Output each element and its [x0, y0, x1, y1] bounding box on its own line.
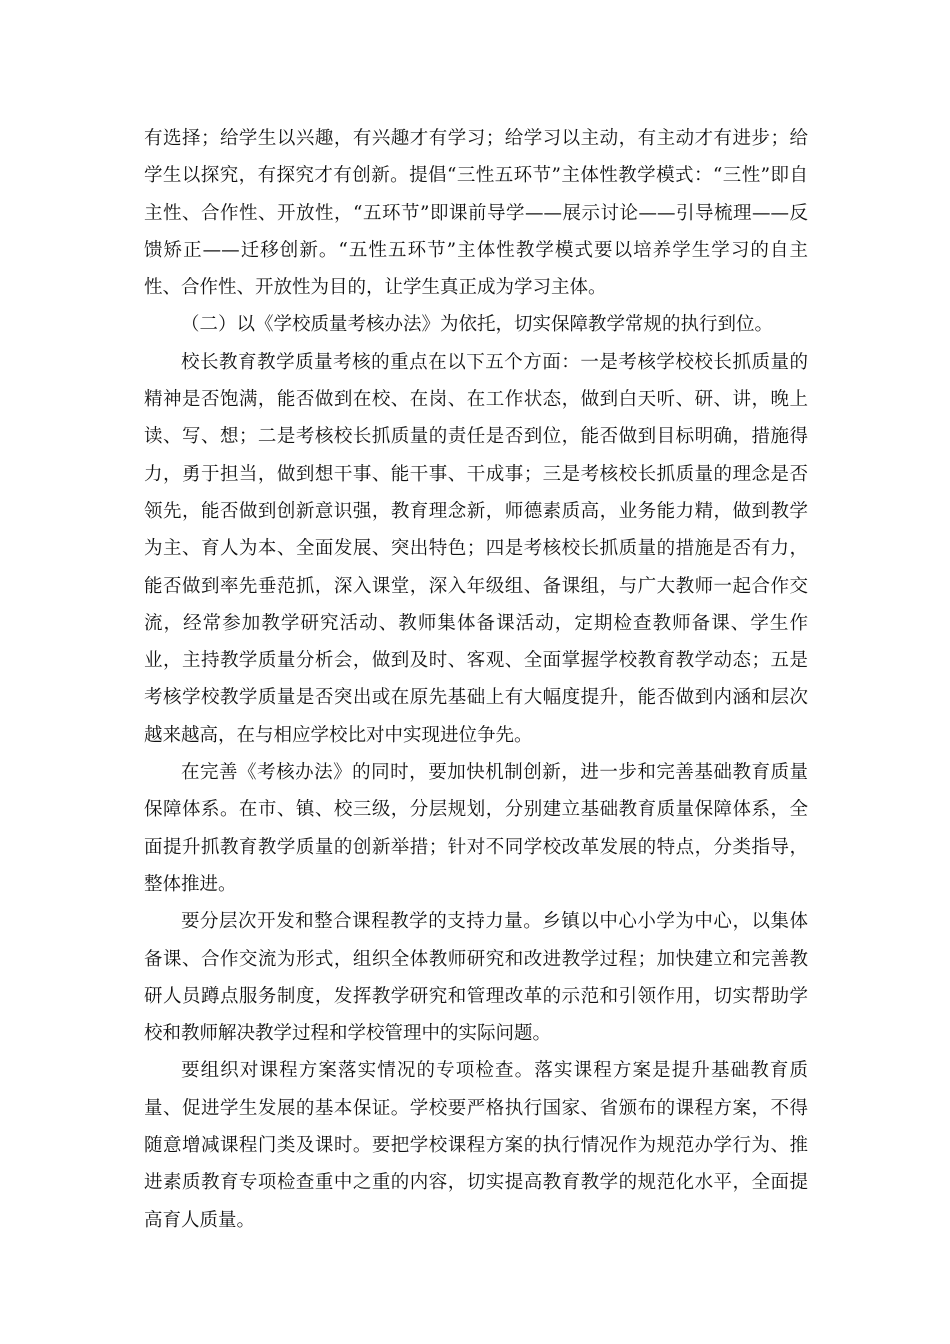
paragraph-continued: 有选择；给学生以兴趣，有兴趣才有学习；给学习以主动，有主动才有进步；给学生以探究，有探究才有创新。提倡“三性五环节”主体性教学模式：“三性”即自主性、合作性、开放性，“五环节”即课前导学——展示讨论——引导梳理——反馈矫正——迁移创新。“五性五环节”主体性教学模式要以培养学生学习的自主性、合作性、开放性为目的，让学生真正成为学习主体。	[144, 128, 808, 299]
paragraph-curriculum-inspection: 要组织对课程方案落实情况的专项检查。落实课程方案是提升基础教育质量、促进学生发展的基本保证。学校要严格执行国家、省颁布的课程方案，不得随意增减课程门类及课时。要把学校课程方案的执行情况作为规范办学行为、推进素质教育专项检查重中之重的内容，切实提高教育教学的规范化水平，全面提高育人质量。	[144, 1060, 808, 1231]
section-heading-two: （二）以《学校质量考核办法》为依托，切实保障教学常规的执行到位。	[181, 314, 774, 336]
paragraph-mechanism-innovation: 在完善《考核办法》的同时，要加快机制创新，进一步和完善基础教育质量保障体系。在市、镇、校三级，分层规划，分别建立基础教育质量保障体系，全面提升抓教育教学质量的创新举措；针对不同学校改革发展的特点，分类指导，整体推进。	[144, 762, 808, 895]
paragraph-curriculum-support: 要分层次开发和整合课程教学的支持力量。乡镇以中心小学为中心，以集体备课、合作交流为形式，组织全体教师研究和改进教学过程；加快建立和完善教研人员蹲点服务制度，发挥教学研究和管理改革的示范和引领作用，切实帮助学校和教师解决教学过程和学校管理中的实际问题。	[144, 911, 808, 1045]
paragraph-assessment-focus: 校长教育教学质量考核的重点在以下五个方面：一是考核学校校长抓质量的精神是否饱满，能否做到在校、在岗、在工作状态，做到白天听、研、讲，晚上读、写、想；二是考核校长抓质量的责任是否到位，能否做到目标明确，措施得力，勇于担当，做到想干事、能干事、干成事；三是考核校长抓质量的理念是否领先，能否做到创新意识强，教育理念新，师德素质高，业务能力精，做到教学为主、育人为本、全面发展、突出特色；四是考核校长抓质量的措施是否有力，能否做到率先垂范抓，深入课堂，深入年级组、备课组，与广大教师一起合作交流，经常参加教学研究活动、教师集体备课活动，定期检查教师备课、学生作业，主持教学质量分析会，做到及时、客观、全面掌握学校教育教学动态；五是考核学校教学质量是否突出或在原先基础上有大幅度提升，能否做到内涵和层次越来越高，在与相应学校比对中实现进位争先。	[144, 351, 808, 746]
document-body	[144, 120, 808, 1239]
